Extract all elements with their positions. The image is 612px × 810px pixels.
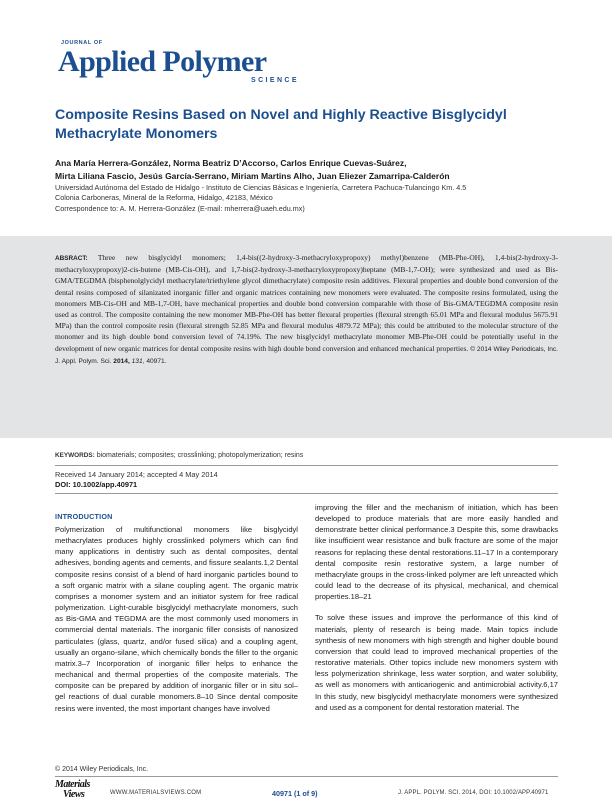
author-line-2: Mirta Liliana Fascio, Jesús García-Serrano, Miriam Martins Alho, Juan Eliezer Zamarripa-Calderón: [55, 170, 450, 181]
citation-article: 40971.: [146, 357, 167, 365]
journal-logo-subtitle: SCIENCE: [251, 77, 299, 84]
keywords-label: KEYWORDS:: [55, 452, 95, 459]
article-title: Composite Resins Based on Novel and Highly Reactive Bisglycidyl Methacrylate Monomers: [55, 107, 507, 142]
divider: [55, 493, 558, 494]
correspondence-line: Correspondence to: A. M. Herrera-González (E-mail: mherrera@uaeh.edu.mx): [55, 203, 305, 213]
abstract-label: ABSRACT:: [55, 255, 88, 262]
divider: [55, 465, 558, 466]
received-dates: Received 14 January 2014; accepted 4 May 2014: [55, 470, 218, 479]
citation-volume: 131,: [131, 357, 145, 365]
paragraph: improving the filler and the mechanism of initiation, which has been developed to produce materials that are more easily handled and demonstrate better clinical performance.3 Despite this, some drawbacks like insufficient wear resistance and bulk fracture are some of the major reasons for replacing these dental restorations.11–17 In a contemporary dental composite resin restorative system, a large number of methacrylate groups in the cross-linked polymer are left unreacted which could lead to the decrease of its physical, mechanical, and chemical properties.18–21: [315, 503, 558, 602]
journal-logo-prefix: JOURNAL OF: [61, 40, 103, 46]
affiliation-block: [55, 183, 595, 214]
author-list: [55, 157, 575, 182]
copyright: © 2014 Wiley Periodicals, Inc.: [55, 766, 149, 773]
section-heading: INTRODUCTION: [55, 512, 113, 521]
logo-word-1: Materials: [55, 779, 90, 790]
keywords-text: biomaterials; composites; crosslinking; photopolymerization; resins: [96, 452, 304, 459]
journal-logo: [58, 40, 318, 88]
footer-url-link[interactable]: WWW.MATERIALSVIEWS.COM: [110, 790, 202, 796]
journal-logo-title: Applied Polymer: [58, 45, 267, 78]
footer-journal-reference: J. APPL. POLYM. SCI. 2014, DOI: 10.1002/APP.40971: [398, 790, 549, 796]
paragraph: To solve these issues and improve the performance of this kind of materials, plenty of research is being made. Main topics include synthesis of new monomers with high strength and higher double bound conversion that could lead to improved mechanical properties of the restorative materials. Other topics include new monomers system with less polymerization shrinkage, less water sorption, and water solubility, as well as monomers with anticariogenic and antimicrobial activity.6,17 In this study, new bisglycidyl methacrylate monomers were synthesized and used as a component for dental restoration material. The: [315, 613, 558, 712]
body-column-left: [55, 524, 298, 714]
paragraph: Polymerization of multifunctional monomers like bisglycidyl methacrylates produces highly crosslinked polymers which can find many applications in dentistry such as dental composites, dental adhesives, bonding agents and cements, and fissure sealants.1,2 Dental composite resins consist of a blend of hard inorganic particles bound to a soft organic matrix with a silane coupling agent. The organic matrix comprises a monomer system and an initiator system for free radical polymerization. Light-curable bisglycidyl methacrylate monomers, such as Bis-GMA and TEGDMA are the most commonly used monomers in commercial dental materials. The inorganic filler consists of nanosized particulates (glass, quartz, and/or fused silica) and a coupling agent, usually an organo-silane, which chemically bonds the filler to the organic matrix.3–7 Incorporation of inorganic filler helps to enhance the mechanical and thermal properties of the composite materials. The composite can be prepared by addition of inorganic filler or in situ sol–gel reactions of dual curable monomers.8–10 Since dental composite resins were invented, the most important changes have involved: [55, 525, 298, 713]
doi-link[interactable]: DOI: 10.1002/app.40971: [55, 480, 138, 489]
citation-year: 2014,: [113, 357, 130, 365]
divider: [55, 776, 558, 777]
abstract-text: Three new bisglycidyl monomers; 1,4-bis((2-hydroxy-3-methacryloxypropoxy) methyl)benzene (MB-Phe-OH), 1,4-bis(2-hydroxy-3-methacryloxypropoxy)2-cis-butene (MB-Cis-OH), and 1,7-bis(2-hydroxy-3-methacryloxypropoxy)heptane (MB-1,7-OH); were synthesized and used as Bis-GMA/TEGDMA (bisphenolglycidyl methacrylate/triethylene glycol dimethacrylate) composite resin additives. Flexural properties and double bond conversion of the dental resins composed of silanizated inorganic filler and organic matrices containing new monomers were evaluated. The composite resins formulated, using the monomers MB-Cis-OH and MB-1,7-OH, have mechanical properties and double bond conversion comparable with those of Bis-GMA/TEGDMA composite resin used as control. The composite containing the new monomer MB-Phe-OH has better flexural properties (flexural strength 65.01 MPa and flexural modulus 5675.91 MPa) than the control composite resin (flexural strength 52.85 MPa and flexural modulus 4879.72 MPa); this could be attributed to the molecular structure of the monomer and its high double bond conversion level of 74.19%. The new bisglycidyl methacrylate monomer MB-Phe-OH could be potentially useful in the development of new organic matrices for dental composite resins with high double bond conversion and enhanced mechanical properties.: [55, 253, 558, 353]
affiliation-line-2: Colonia Carboneras, Mineral de la Reforma, Hidalgo, 42183, México: [55, 193, 273, 203]
author-line-1: Ana María Herrera-González, Norma Beatriz D’Accorso, Carlos Enrique Cuevas-Suárez,: [55, 158, 407, 168]
abstract: [55, 252, 558, 367]
materials-views-logo: [55, 779, 103, 801]
keywords: [55, 452, 303, 459]
page-number: 40971 (1 of 9): [272, 789, 318, 798]
citation-prefix: © 2014 Wiley Periodicals, Inc. J. Appl. Polym. Sci.: [55, 345, 559, 365]
logo-word-2: Views: [63, 789, 85, 800]
affiliation-line-1: Universidad Autónoma del Estado de Hidalgo - Instituto de Ciencias Básicas e Ingeniería, Carretera Pachuca-Tulancingo Km. 4.5: [55, 183, 467, 192]
body-column-right: [315, 502, 558, 713]
